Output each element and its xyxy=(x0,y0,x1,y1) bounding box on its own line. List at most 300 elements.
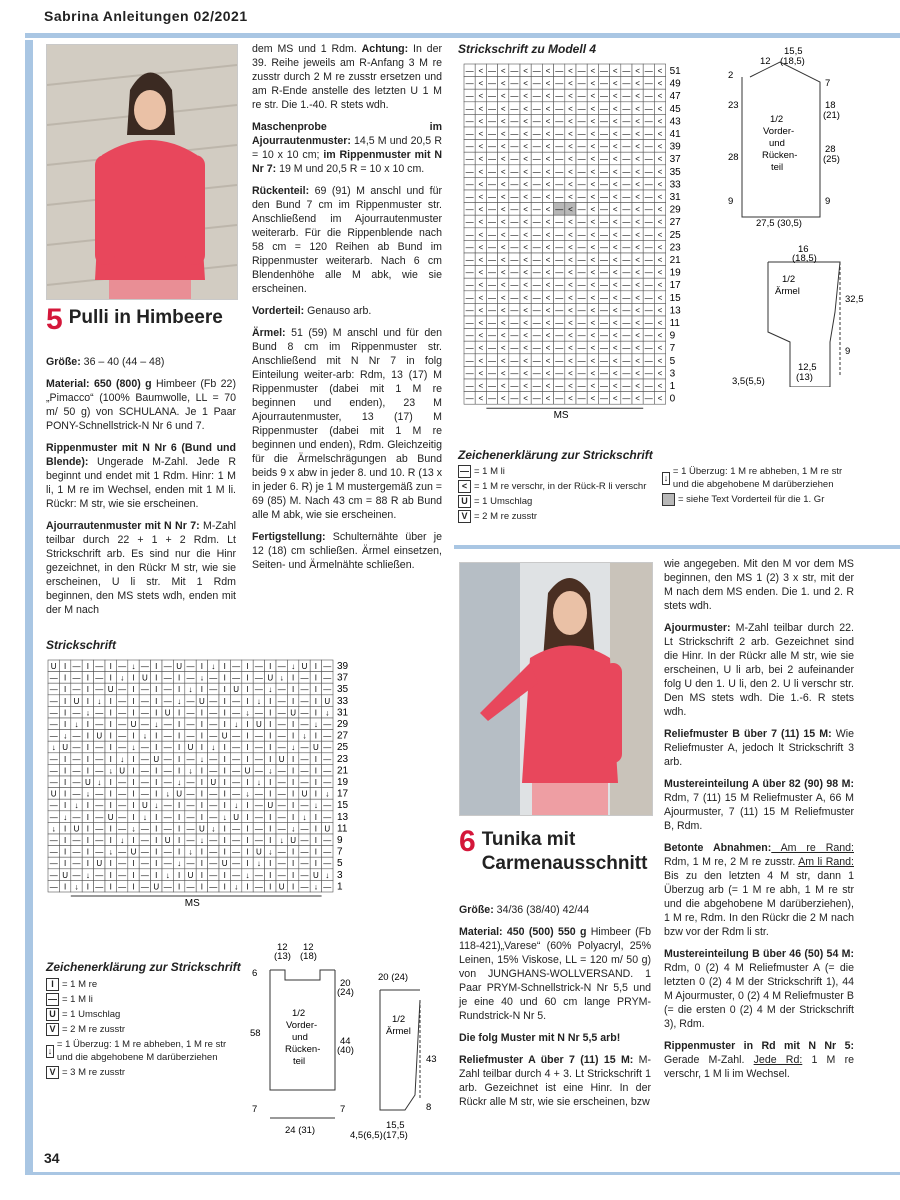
chart-cell xyxy=(59,834,70,846)
chart-cell xyxy=(542,165,553,178)
chart-cell xyxy=(185,822,196,834)
svg-text:—: — xyxy=(465,255,474,265)
chart-cell xyxy=(322,683,333,695)
svg-text:—: — xyxy=(49,778,58,787)
chart-cell xyxy=(287,764,298,776)
chart-cell xyxy=(94,834,105,846)
svg-text:—: — xyxy=(465,116,474,126)
chart-cell xyxy=(48,741,59,753)
svg-text:<: < xyxy=(523,331,528,341)
chart-cell xyxy=(554,114,565,127)
chart-cell xyxy=(208,869,219,881)
chart-cell xyxy=(276,776,287,788)
svg-text:—: — xyxy=(600,116,608,126)
chart-cell xyxy=(486,392,497,405)
svg-text:<: < xyxy=(478,116,484,126)
chart-cell xyxy=(610,140,621,153)
svg-text:—: — xyxy=(465,104,474,114)
svg-text:↓: ↓ xyxy=(325,708,330,718)
chart-cell xyxy=(253,846,264,858)
chart-cell xyxy=(82,764,93,776)
svg-text:—: — xyxy=(577,154,586,164)
chart-cell xyxy=(185,788,196,800)
svg-text:—: — xyxy=(140,662,149,671)
svg-text:<: < xyxy=(635,268,640,278)
svg-text:I: I xyxy=(246,696,249,706)
chart-cell xyxy=(520,102,531,115)
svg-text:I: I xyxy=(63,685,67,695)
svg-text:<: < xyxy=(657,154,663,164)
svg-text:—: — xyxy=(510,356,519,366)
svg-text:<: < xyxy=(612,331,618,341)
svg-text:—: — xyxy=(622,167,631,177)
svg-text:—: — xyxy=(622,331,631,341)
chart-cell xyxy=(162,799,173,811)
chart-cell xyxy=(509,291,520,304)
svg-text:I: I xyxy=(109,778,112,787)
chart-cell xyxy=(185,730,196,742)
chart-cell xyxy=(498,203,509,216)
svg-text:—: — xyxy=(465,79,474,89)
svg-text:—: — xyxy=(600,230,608,240)
svg-text:—: — xyxy=(622,368,631,378)
svg-text:—: — xyxy=(118,882,127,892)
svg-text:—: — xyxy=(465,66,474,76)
chart-cell xyxy=(598,77,609,90)
svg-text:—: — xyxy=(209,720,218,729)
chart-cell xyxy=(151,672,162,684)
chart-cell xyxy=(621,303,632,316)
chart-cell xyxy=(71,718,82,730)
chart-cell xyxy=(173,811,184,823)
chart-cell xyxy=(654,379,665,392)
svg-text:—: — xyxy=(555,394,564,404)
m4-bottom: 27,5 (30,5) xyxy=(756,218,802,229)
svg-text:—: — xyxy=(49,812,58,822)
svg-text:—: — xyxy=(49,673,58,683)
gauge-text-2: 19 M und 20,5 R = 10 x 10 cm. xyxy=(276,163,425,175)
svg-text:—: — xyxy=(555,66,564,76)
svg-text:—: — xyxy=(488,242,496,252)
chart-cell xyxy=(520,291,531,304)
chart-cell xyxy=(464,266,475,279)
model6-photo xyxy=(459,562,653,816)
chart-cell xyxy=(82,822,93,834)
svg-text:I: I xyxy=(155,673,158,683)
svg-text:—: — xyxy=(254,766,263,776)
svg-text:I: I xyxy=(223,673,226,683)
chart-cell xyxy=(520,354,531,367)
svg-text:<: < xyxy=(478,368,484,378)
svg-text:—: — xyxy=(555,116,564,126)
svg-text:—: — xyxy=(300,708,309,718)
chart-cell xyxy=(196,834,207,846)
svg-text:<: < xyxy=(635,381,640,391)
svg-text:—: — xyxy=(532,255,541,265)
chart-cell xyxy=(654,341,665,354)
chart-cell xyxy=(185,811,196,823)
svg-text:I: I xyxy=(269,743,272,753)
chart-cell xyxy=(196,788,207,800)
chart-cell xyxy=(48,788,59,800)
chart-cell xyxy=(531,278,542,291)
svg-text:—: — xyxy=(488,66,496,76)
svg-text:—: — xyxy=(644,167,653,177)
chart-cell xyxy=(565,228,576,241)
chart-cell xyxy=(59,811,70,823)
chart-cell xyxy=(185,846,196,858)
sleeve-bot1: 15,5 xyxy=(386,1120,405,1131)
svg-text:U: U xyxy=(301,789,308,799)
row-label: 27 xyxy=(669,217,681,229)
chart-cell xyxy=(287,753,298,765)
chart-cell xyxy=(230,741,241,753)
svg-text:<: < xyxy=(612,343,618,353)
chart-cell xyxy=(554,152,565,165)
svg-text:I: I xyxy=(223,801,226,811)
chart-cell xyxy=(71,753,82,765)
svg-text:U: U xyxy=(96,731,103,741)
chart-cell xyxy=(287,672,298,684)
legend-item xyxy=(46,1066,236,1079)
svg-text:<: < xyxy=(657,167,663,177)
chart-cell xyxy=(299,846,310,858)
svg-text:—: — xyxy=(577,79,586,89)
svg-text:I: I xyxy=(246,847,249,857)
chart-cell xyxy=(542,366,553,379)
svg-text:<: < xyxy=(635,104,640,114)
svg-text:<: < xyxy=(478,242,484,252)
svg-text:—: — xyxy=(644,129,653,139)
svg-text:I: I xyxy=(155,870,158,880)
svg-text:—: — xyxy=(532,129,541,139)
chart-cell xyxy=(654,316,665,329)
chart-cell xyxy=(643,366,654,379)
chart-cell xyxy=(542,329,553,342)
chart-cell xyxy=(82,788,93,800)
chart-cell xyxy=(654,190,665,203)
chart-cell xyxy=(542,278,553,291)
chart-cell xyxy=(621,102,632,115)
svg-text:—: — xyxy=(488,205,496,215)
svg-text:U: U xyxy=(50,789,57,799)
svg-text:<: < xyxy=(635,343,640,353)
svg-text:—: — xyxy=(186,673,195,683)
svg-text:<: < xyxy=(568,230,573,240)
svg-text:<: < xyxy=(478,381,484,391)
svg-text:<: < xyxy=(590,79,596,89)
chart-cell xyxy=(265,857,276,869)
svg-text:—: — xyxy=(95,882,104,892)
svg-text:<: < xyxy=(657,331,663,341)
svg-text:<: < xyxy=(568,104,573,114)
chart-cell xyxy=(565,89,576,102)
chart-cell xyxy=(82,834,93,846)
svg-text:—: — xyxy=(232,847,241,857)
legend-item xyxy=(662,465,852,491)
svg-text:I: I xyxy=(86,859,90,869)
chart-cell xyxy=(71,788,82,800)
dim-right7: 7 xyxy=(340,1104,346,1115)
svg-text:<: < xyxy=(590,142,596,152)
chart-cell xyxy=(276,799,287,811)
chart-cell xyxy=(71,741,82,753)
chart-cell xyxy=(242,718,253,730)
chart-cell xyxy=(276,741,287,753)
chart-cell xyxy=(310,880,321,892)
chart-cell xyxy=(242,788,253,800)
chart-cell xyxy=(498,190,509,203)
chart-cell xyxy=(105,706,116,718)
chart-cell xyxy=(242,741,253,753)
chart-cell xyxy=(554,253,565,266)
chart-cell xyxy=(475,392,486,405)
chart-cell xyxy=(287,776,298,788)
chart-cell xyxy=(48,672,59,684)
chart-cell xyxy=(531,379,542,392)
svg-text:I: I xyxy=(63,789,67,799)
model5-title xyxy=(46,303,223,336)
svg-text:<: < xyxy=(523,280,528,290)
chart-cell xyxy=(464,278,475,291)
svg-text:<: < xyxy=(478,154,484,164)
svg-text:I: I xyxy=(246,836,249,845)
chart-cell xyxy=(509,329,520,342)
svg-text:<: < xyxy=(545,66,551,76)
svg-text:I: I xyxy=(109,836,112,845)
svg-text:I: I xyxy=(155,824,158,834)
chart-cell xyxy=(486,102,497,115)
model5-figure xyxy=(47,45,237,299)
svg-text:↓: ↓ xyxy=(234,720,239,729)
svg-text:<: < xyxy=(612,242,618,252)
chart-cell xyxy=(654,303,665,316)
chart-cell xyxy=(162,741,173,753)
chart-cell xyxy=(475,366,486,379)
chart-cell xyxy=(643,102,654,115)
svg-text:—: — xyxy=(163,696,172,706)
chart-cell xyxy=(587,379,598,392)
svg-text:—: — xyxy=(577,91,586,101)
chart-cell xyxy=(531,140,542,153)
chart-cell xyxy=(643,165,654,178)
svg-text:—: — xyxy=(577,368,586,378)
svg-text:—: — xyxy=(465,280,474,290)
finish-label: Fertigstellung: xyxy=(252,531,326,543)
chart-cell xyxy=(486,215,497,228)
chart-cell xyxy=(82,660,93,672)
chart-cell xyxy=(230,660,241,672)
chart-cell xyxy=(59,683,70,695)
chart-cell xyxy=(643,266,654,279)
chart-cell xyxy=(151,869,162,881)
chart-cell xyxy=(486,240,497,253)
svg-text:<: < xyxy=(523,268,528,278)
chart-cell xyxy=(162,834,173,846)
svg-text:<: < xyxy=(612,192,618,202)
svg-text:—: — xyxy=(186,882,195,892)
chart-cell xyxy=(654,127,665,140)
svg-text:—: — xyxy=(254,836,263,845)
chart-cell xyxy=(219,776,230,788)
svg-text:—: — xyxy=(465,381,474,391)
chart-cell xyxy=(82,880,93,892)
svg-text:—: — xyxy=(510,280,519,290)
svg-text:U: U xyxy=(176,662,182,671)
svg-text:I: I xyxy=(223,696,226,706)
chart-cell xyxy=(509,392,520,405)
chart-cell xyxy=(598,291,609,304)
svg-text:U: U xyxy=(73,824,80,834)
svg-text:<: < xyxy=(500,293,506,303)
chart-cell xyxy=(82,706,93,718)
chart-cell xyxy=(265,846,276,858)
m4-t155b: (18,5) xyxy=(780,56,805,67)
chart-cell xyxy=(643,379,654,392)
chart-cell xyxy=(632,240,643,253)
svg-text:<: < xyxy=(612,368,618,378)
chart-cell xyxy=(464,89,475,102)
svg-text:—: — xyxy=(644,230,653,240)
rib-label: Rippenmuster in Rd mit N Nr 5: xyxy=(664,1040,854,1052)
svg-text:—: — xyxy=(232,662,241,671)
svg-text:<: < xyxy=(635,79,640,89)
row-label: 35 xyxy=(669,166,681,178)
chart-cell xyxy=(621,366,632,379)
svg-text:—: — xyxy=(118,847,127,857)
chart-cell xyxy=(208,822,219,834)
legend-symbol-icon: V xyxy=(46,1066,59,1079)
svg-text:<: < xyxy=(545,318,551,328)
svg-text:U: U xyxy=(199,696,205,706)
svg-text:I: I xyxy=(269,870,272,880)
svg-text:<: < xyxy=(568,116,573,126)
chart-cell xyxy=(621,127,632,140)
chart-cell xyxy=(643,140,654,153)
chart-cell xyxy=(230,846,241,858)
svg-text:—: — xyxy=(300,743,309,753)
svg-text:I: I xyxy=(155,836,158,845)
chart-cell xyxy=(542,140,553,153)
svg-text:<: < xyxy=(568,154,573,164)
chart-cell xyxy=(498,278,509,291)
finish-text: Schulternähte über je 12 (18) cm schließen. Ärmel einsetzen, Seiten- und Ärmelnähte schließen. xyxy=(252,531,442,571)
svg-text:I: I xyxy=(246,673,249,683)
chart-cell xyxy=(509,228,520,241)
chart-cell xyxy=(598,64,609,77)
chart-cell xyxy=(486,203,497,216)
chart-cell xyxy=(565,140,576,153)
legend-symbol-icon: U xyxy=(46,1008,59,1021)
chart-cell xyxy=(598,114,609,127)
chart-cell xyxy=(576,102,587,115)
svg-text:↓: ↓ xyxy=(165,789,170,799)
svg-text:—: — xyxy=(510,154,519,164)
svg-text:<: < xyxy=(612,318,618,328)
svg-text:<: < xyxy=(657,66,663,76)
svg-text:↓: ↓ xyxy=(63,731,68,741)
svg-text:<: < xyxy=(500,381,506,391)
svg-text:I: I xyxy=(269,812,272,822)
chart-cell xyxy=(162,788,173,800)
svg-text:—: — xyxy=(232,731,241,741)
chart-cell xyxy=(610,291,621,304)
chart-cell xyxy=(654,140,665,153)
svg-text:I: I xyxy=(63,882,67,892)
chart-cell xyxy=(116,788,127,800)
chart-cell xyxy=(276,660,287,672)
cont-text: dem MS und 1 Rdm. xyxy=(252,43,362,55)
svg-text:<: < xyxy=(657,343,663,353)
chart-cell xyxy=(82,776,93,788)
svg-text:—: — xyxy=(644,293,653,303)
chart-cell xyxy=(587,77,598,90)
chart-cell xyxy=(287,660,298,672)
chart-cell xyxy=(464,77,475,90)
svg-text:—: — xyxy=(577,280,586,290)
svg-text:<: < xyxy=(545,268,551,278)
svg-text:↓: ↓ xyxy=(51,824,56,834)
svg-text:—: — xyxy=(163,743,172,753)
chart-cell xyxy=(598,127,609,140)
svg-text:—: — xyxy=(600,368,608,378)
chart-cell xyxy=(587,127,598,140)
chart-cell xyxy=(486,303,497,316)
m4-part-2: Vorder- xyxy=(763,126,795,137)
chart-cell xyxy=(276,857,287,869)
chart-cell xyxy=(173,846,184,858)
svg-text:I: I xyxy=(269,836,272,845)
svg-text:<: < xyxy=(545,343,551,353)
chart-cell xyxy=(230,683,241,695)
chart-cell xyxy=(464,240,475,253)
svg-text:<: < xyxy=(500,179,506,189)
svg-text:—: — xyxy=(163,754,172,764)
svg-text:<: < xyxy=(545,129,551,139)
svg-text:—: — xyxy=(232,778,241,787)
svg-text:<: < xyxy=(635,154,640,164)
m4-s125: 12,5 xyxy=(798,362,817,373)
svg-text:—: — xyxy=(95,870,104,880)
part-label-1: 1/2 xyxy=(292,1008,306,1019)
svg-text:<: < xyxy=(523,205,528,215)
chart-cell xyxy=(632,140,643,153)
chart-cell xyxy=(654,165,665,178)
chart-cell xyxy=(554,278,565,291)
svg-text:I: I xyxy=(269,754,272,764)
chart-cell xyxy=(464,392,475,405)
svg-text:—: — xyxy=(118,824,127,834)
chart-cell xyxy=(542,203,553,216)
svg-text:—: — xyxy=(465,305,474,315)
svg-text:—: — xyxy=(163,778,172,787)
svg-text:U: U xyxy=(313,743,319,753)
chart-cell xyxy=(520,140,531,153)
material-text: Himbeer (Fb 22) „Pimacco“ (100% Baumwolle, LL = 70 m/ 50 g) von SCHULANA. Je 1 Paar PONY-Schnellstrick-N Nr 6 und 7. xyxy=(46,378,236,432)
svg-text:<: < xyxy=(478,142,484,152)
svg-text:—: — xyxy=(644,142,653,152)
svg-text:<: < xyxy=(657,318,663,328)
chart-cell xyxy=(310,869,321,881)
chart-cell xyxy=(242,753,253,765)
svg-text:<: < xyxy=(612,154,618,164)
svg-text:↓: ↓ xyxy=(291,662,296,671)
svg-text:<: < xyxy=(657,305,663,315)
svg-text:—: — xyxy=(465,230,474,240)
chart-cell xyxy=(322,660,333,672)
svg-text:I: I xyxy=(86,662,90,671)
chart-cell xyxy=(587,89,598,102)
